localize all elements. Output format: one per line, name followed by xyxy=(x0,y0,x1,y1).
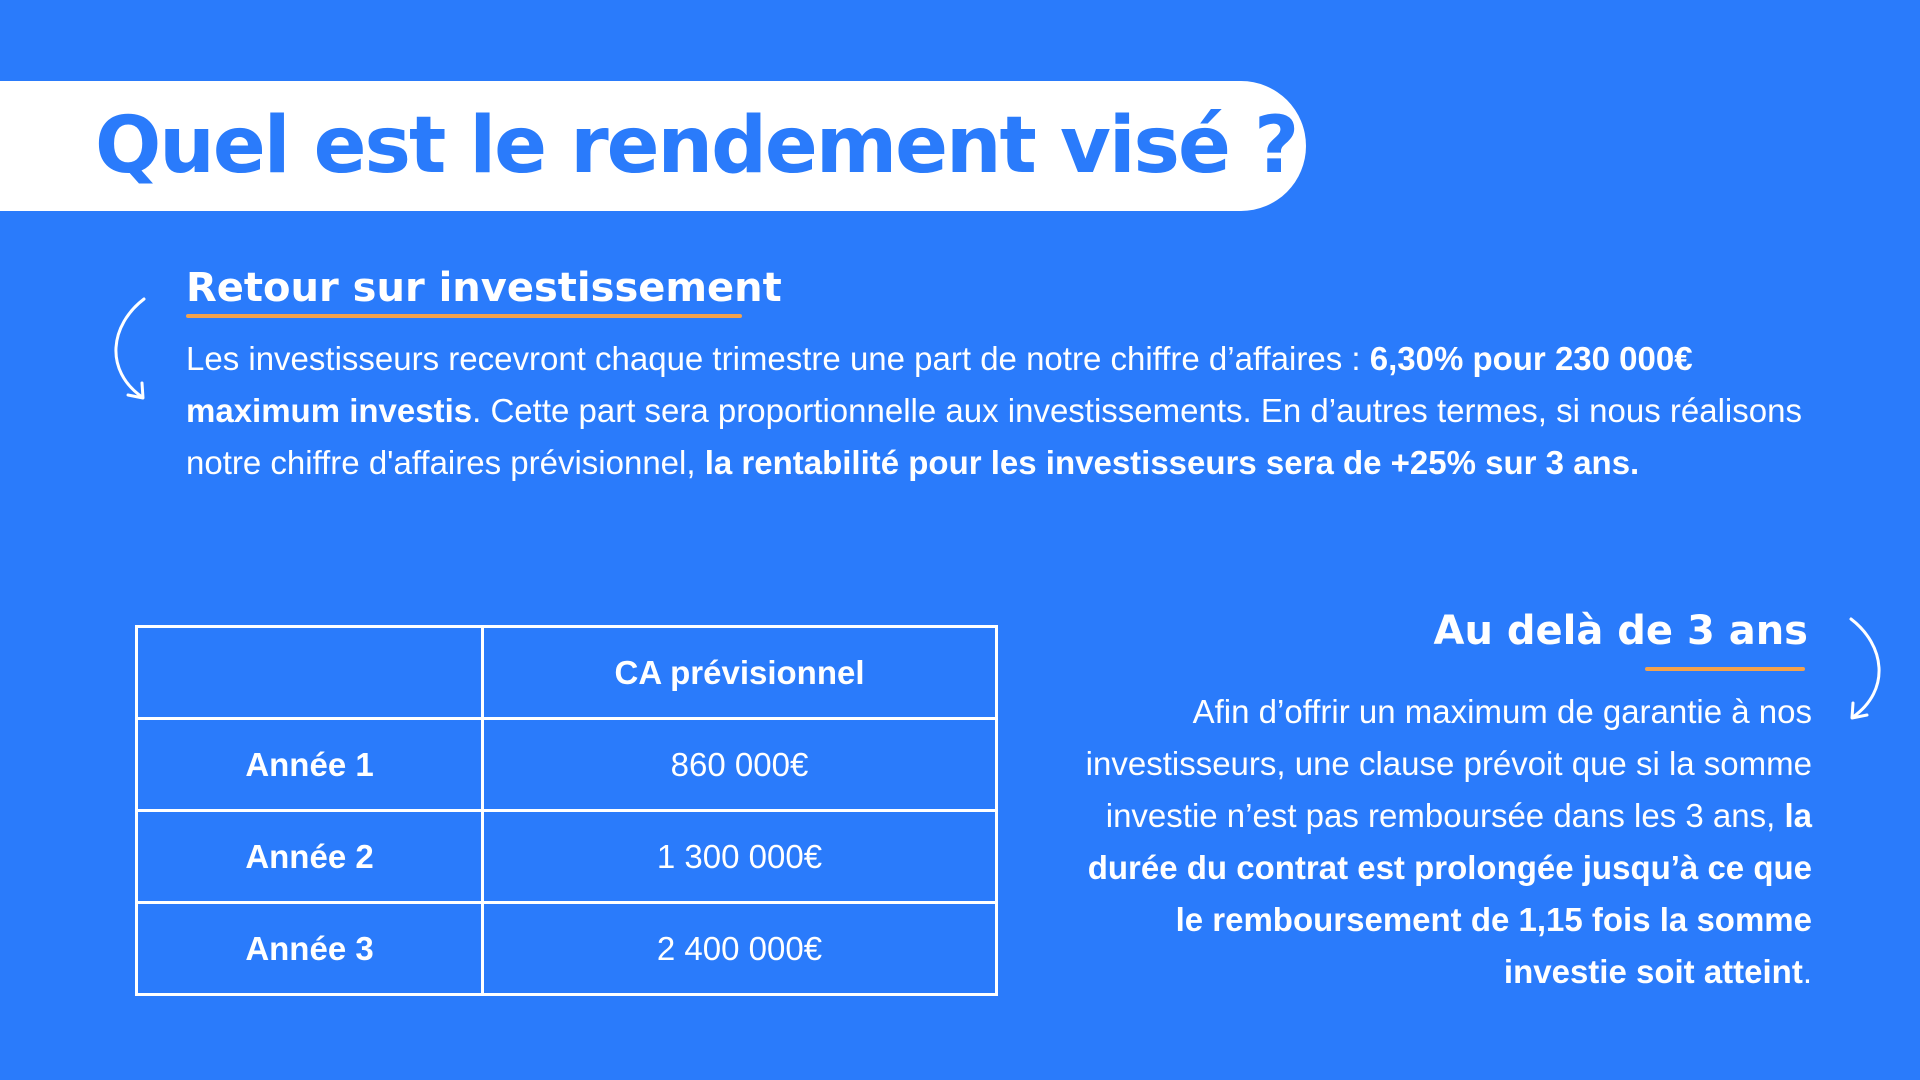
table-row-label: Année 3 xyxy=(137,903,483,995)
section-heading-return: Retour sur investissement xyxy=(186,265,782,311)
table-header-row xyxy=(137,627,997,719)
section-heading-underline xyxy=(186,314,742,318)
curved-arrow-down-right-icon xyxy=(100,295,160,410)
table-header-ca: CA prévisionnel xyxy=(483,627,997,719)
curved-arrow-down-left-icon xyxy=(1835,615,1895,730)
section-heading-underline xyxy=(1645,667,1805,671)
body-text-bold: 6,30% pour 230 000€ maximum investis xyxy=(186,340,1693,429)
body-text: . xyxy=(1802,953,1812,990)
table-row-label: Année 2 xyxy=(137,811,483,903)
table-row-value: 860 000€ xyxy=(483,719,997,811)
table-header-empty xyxy=(137,627,483,719)
table-row xyxy=(137,719,997,811)
page-title: Quel est le rendement visé ? xyxy=(95,101,1298,191)
table-row xyxy=(137,811,997,903)
table-row-label: Année 1 xyxy=(137,719,483,811)
body-text-bold: la rentabilité pour les investisseurs sera de +25% sur 3 ans. xyxy=(704,444,1640,481)
body-text: Afin d’offrir un maximum de garantie à nos investisseurs, une clause prévoit que si la somme investie n’est pas remboursée dans les 3 ans, xyxy=(1085,693,1812,834)
forecast-revenue-table xyxy=(135,625,998,996)
section-heading-beyond: Au delà de 3 ans xyxy=(1433,608,1808,654)
title-banner xyxy=(0,81,1306,211)
body-text-bold: la durée du contrat est prolongée jusqu’à ce que le remboursement de 1,15 fois la somme investie soit atteint xyxy=(1087,797,1812,990)
body-text: Les investisseurs recevront chaque trimestre une part de notre chiffre d’affaires : xyxy=(186,340,1370,377)
table-row-value: 1 300 000€ xyxy=(483,811,997,903)
table-row xyxy=(137,903,997,995)
section-body-beyond xyxy=(1052,686,1812,998)
section-body-return xyxy=(186,333,1826,489)
table-row-value: 2 400 000€ xyxy=(483,903,997,995)
body-text: . Cette part sera proportionnelle aux investissements. En d’autres termes, si nous réalisons notre chiffre d'affaires prévisionnel, xyxy=(186,392,1802,481)
